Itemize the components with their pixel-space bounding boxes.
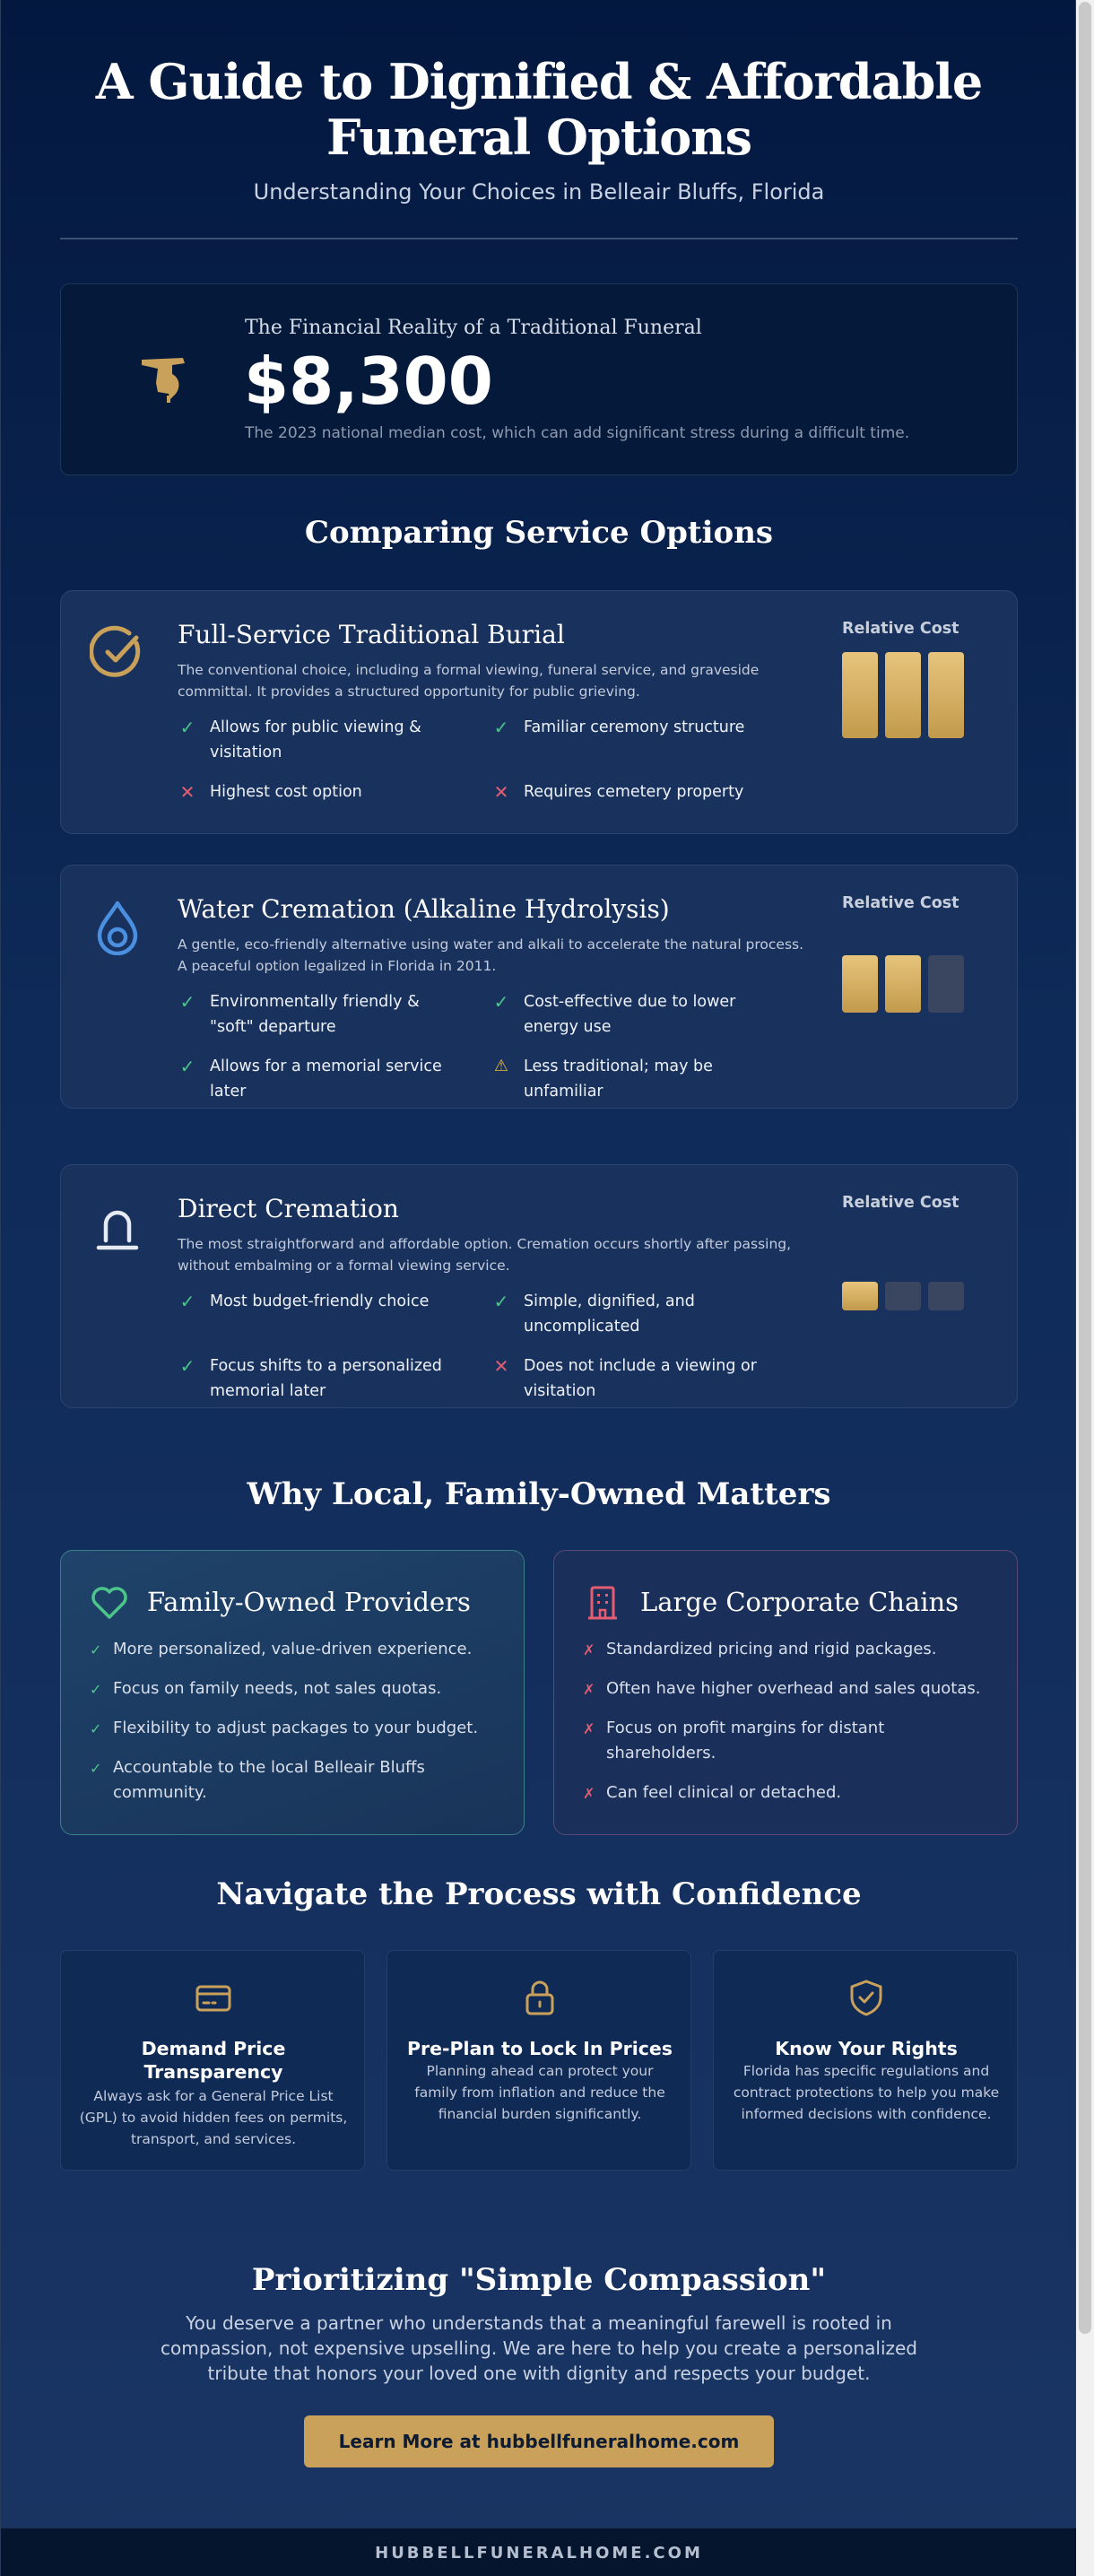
tip-title: Pre-Plan to Lock In Prices	[406, 2038, 673, 2059]
cost-bar-filled	[928, 652, 964, 738]
list-item: ✗ Often have higher overhead and sales quotas.	[583, 1676, 995, 1701]
tip-text: Always ask for a General Price List (GPL) to avoid hidden fees on permits, transport, and services.	[79, 2088, 348, 2147]
tip-text: Planning ahead can protect your family from inflation and reduce the financial burden significantly.	[414, 2063, 665, 2122]
caution-point: ⚠ Less traditional; may be unfamiliar	[491, 1054, 778, 1104]
service-description: The most straightforward and affordable option. Cremation occurs shortly after passing, without embalming or a formal viewing service.	[178, 1236, 792, 1274]
cross-icon: ✗	[583, 1785, 595, 1802]
service-description: The conventional choice, including a formal viewing, funeral service, and graveside committal. It provides a structured opportunity for public grieving.	[178, 662, 760, 700]
lock-icon	[520, 1978, 560, 2017]
pro-point: ✓ Cost-effective due to lower energy use	[491, 989, 778, 1040]
relative-cost-label: Relative Cost	[842, 1194, 959, 1212]
list-item: ✗ Standardized pricing and rigid packages.	[583, 1637, 995, 1662]
service-title: Full-Service Traditional Burial	[178, 620, 565, 649]
tip-card-pre-plan	[386, 1950, 691, 2171]
navigate-section-title: Navigate the Process with Confidence	[216, 1876, 862, 1912]
footer	[1, 2528, 1077, 2576]
check-circle-icon	[90, 625, 145, 681]
check-icon: ✓	[179, 1291, 195, 1312]
card-title: Large Corporate Chains	[640, 1587, 959, 1617]
cross-icon: ✗	[583, 1681, 595, 1698]
tip-text: Florida has specific regulations and contract protections to help you make informed decisions with confidence.	[733, 2063, 1000, 2122]
tip-title: Demand Price Transparency	[141, 2038, 286, 2083]
cross-icon: ✕	[493, 1355, 509, 1377]
con-point: ✕ Requires cemetery property	[491, 779, 778, 805]
heart-icon	[90, 1583, 129, 1623]
warning-triangle-icon: ⚠	[493, 1057, 509, 1075]
card-title: Family-Owned Providers	[147, 1587, 471, 1617]
cross-icon: ✗	[583, 1641, 595, 1658]
relative-cost-label: Relative Cost	[842, 894, 959, 912]
check-icon: ✓	[493, 1291, 509, 1312]
con-point: ✕ Does not include a viewing or visitation	[491, 1353, 778, 1404]
check-icon: ✓	[493, 991, 509, 1013]
cost-bar-empty	[928, 1282, 964, 1310]
closing-text: You deserve a partner who understands that a meaningful farewell is rooted in compassion, not expensive upselling. We are here to help you create a personalized tribute that honors your loved one with dignity and respects your budget.	[161, 2312, 917, 2384]
cost-bar-filled	[842, 955, 878, 1013]
service-card-traditional-burial	[60, 590, 1018, 834]
page-subtitle: Understanding Your Choices in Belleair Bluffs, Florida	[253, 179, 825, 205]
list-item: ✗ Focus on profit margins for distant shareholders.	[583, 1719, 885, 1762]
page-title: A Guide to Dignified & Affordable Funeral Options	[95, 53, 983, 166]
service-title: Direct Cremation	[178, 1194, 399, 1223]
median-cost-value: $8,300	[244, 344, 493, 419]
relative-cost-label: Relative Cost	[842, 620, 959, 638]
list-item: ✓ Flexibility to adjust packages to your budget.	[90, 1716, 502, 1741]
cross-icon: ✕	[179, 781, 195, 803]
list-item: ✓ Focus on family needs, not sales quotas.	[90, 1676, 502, 1701]
service-card-direct-cremation	[60, 1164, 1018, 1408]
corporate-chains-card	[553, 1550, 1018, 1835]
check-icon: ✓	[179, 1355, 195, 1377]
cost-bar-empty	[885, 1282, 921, 1310]
office-building-icon	[583, 1583, 622, 1623]
scrollbar-track[interactable]	[1076, 0, 1094, 2576]
con-point: ✕ Highest cost option	[178, 779, 465, 805]
relative-cost-bars	[842, 652, 968, 738]
check-icon: ✓	[90, 1641, 102, 1658]
list-item: ✓ More personalized, value-driven experience.	[90, 1637, 502, 1662]
cross-icon: ✗	[583, 1720, 595, 1737]
cost-reality-card	[60, 283, 1018, 475]
cost-bar-filled	[885, 652, 921, 738]
check-icon: ✓	[179, 991, 195, 1013]
pro-point: ✓ Focus shifts to a personalized memorial later	[178, 1353, 465, 1404]
check-icon: ✓	[179, 1056, 195, 1077]
shield-check-icon	[847, 1978, 886, 2017]
service-title: Water Cremation (Alkaline Hydrolysis)	[178, 894, 670, 924]
cross-icon: ✕	[493, 781, 509, 803]
service-card-water-cremation	[60, 865, 1018, 1109]
local-section-title: Why Local, Family-Owned Matters	[247, 1476, 831, 1512]
closing-title: Prioritizing "Simple Compassion"	[251, 2262, 827, 2298]
list-item: ✗ Can feel clinical or detached.	[583, 1780, 995, 1806]
footer-website[interactable]: HUBBELLFUNERALHOME.COM	[375, 2544, 703, 2563]
family-owned-card	[60, 1550, 525, 1835]
pro-point: ✓ Environmentally friendly & "soft" departure	[178, 989, 465, 1040]
header-divider	[60, 238, 1018, 239]
cost-bar-filled	[842, 652, 878, 738]
service-description: A gentle, eco-friendly alternative using water and alkali to accelerate the natural process. A peaceful option legalized in Florida in 2011.	[178, 936, 804, 974]
cost-bar-filled	[842, 1282, 878, 1310]
relative-cost-bars	[842, 955, 968, 1013]
check-icon: ✓	[90, 1760, 102, 1777]
cost-bar-empty	[928, 955, 964, 1013]
services-section-title: Comparing Service Options	[304, 515, 774, 551]
check-icon: ✓	[493, 717, 509, 738]
tip-card-know-rights	[713, 1950, 1018, 2171]
pro-point: ✓ Allows for public viewing & visitation	[178, 715, 465, 765]
check-icon: ✓	[90, 1720, 102, 1737]
list-item: ✓ Accountable to the local Belleair Bluffs community.	[90, 1758, 425, 1802]
learn-more-button[interactable]: Learn More at hubbellfuneralhome.com	[304, 2415, 774, 2467]
water-drop-icon	[90, 900, 145, 955]
cost-bar-filled	[885, 955, 921, 1013]
tip-card-price-transparency	[60, 1950, 365, 2171]
check-icon: ✓	[90, 1681, 102, 1698]
credit-card-icon	[194, 1978, 233, 2017]
cost-note: The 2023 national median cost, which can add significant stress during a difficult time.	[245, 424, 910, 442]
pro-point: ✓ Simple, dignified, and uncomplicated	[491, 1289, 778, 1339]
arch-icon	[90, 1199, 145, 1255]
relative-cost-bars	[842, 1282, 968, 1310]
tip-title: Know Your Rights	[775, 2038, 958, 2059]
scrollbar-thumb[interactable]	[1079, 2, 1091, 2334]
florida-state-icon	[140, 347, 203, 410]
pro-point: ✓ Most budget-friendly choice	[178, 1289, 465, 1314]
check-icon: ✓	[179, 717, 195, 738]
pro-point: ✓ Allows for a memorial service later	[178, 1054, 465, 1104]
pro-point: ✓ Familiar ceremony structure	[491, 715, 778, 740]
cost-label: The Financial Reality of a Traditional Funeral	[245, 317, 702, 339]
